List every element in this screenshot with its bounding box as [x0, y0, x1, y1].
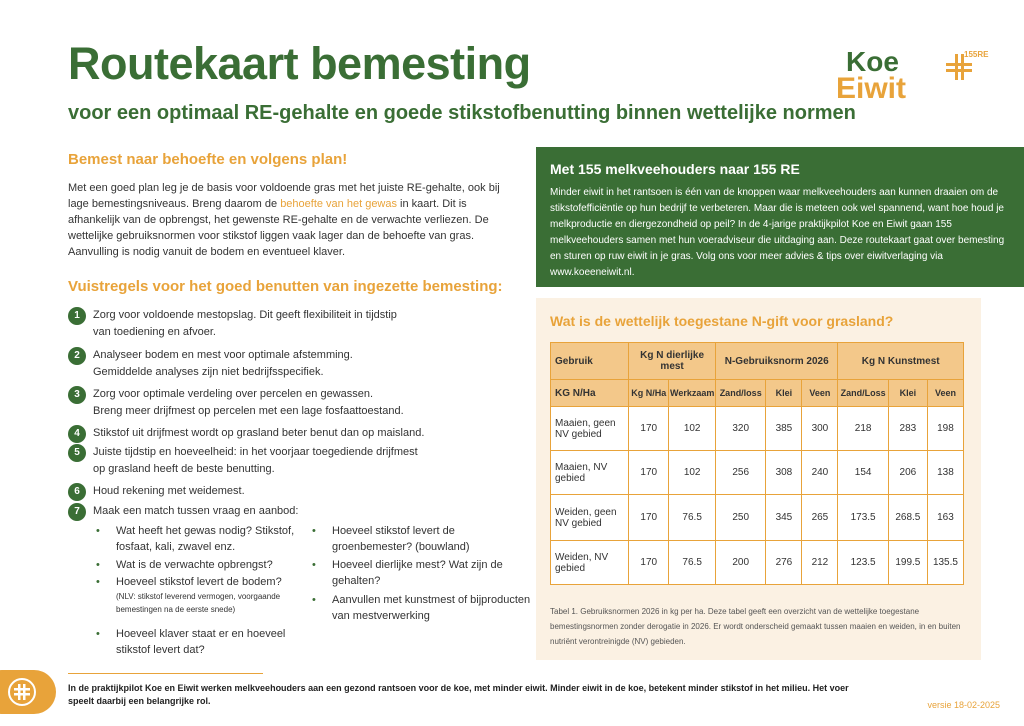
- table-subheader: Werkzaam: [669, 380, 716, 407]
- table-subheader: Klei: [888, 380, 927, 407]
- bullet-item: [116, 574, 316, 616]
- footer-divider: [68, 673, 263, 674]
- table-header: Kg N dierlijke mest: [629, 343, 716, 380]
- table-cell: 320: [716, 407, 766, 451]
- table-cell: 76.5: [669, 541, 716, 585]
- table-row: [551, 451, 964, 495]
- table-cell: 250: [716, 495, 766, 541]
- table-subheader: Veen: [927, 380, 963, 407]
- row-label: Weiden, geen NV gebied: [551, 495, 629, 541]
- table-box: [536, 298, 981, 660]
- rule-line: op grasland heeft de beste benutting.: [93, 463, 275, 475]
- info-box: [536, 147, 1024, 287]
- rule-number: 1: [68, 307, 86, 325]
- logo-eiwit-text: Eiwit: [836, 72, 907, 105]
- row-label: Weiden, NV gebied: [551, 541, 629, 585]
- page-title: Routekaart bemesting: [68, 38, 531, 89]
- table-cell: 268.5: [888, 495, 927, 541]
- rule-line: Juiste tijdstip en hoeveelheid: in het voorjaar toegediende drijfmest: [93, 446, 418, 458]
- rule-line: Zorg voor optimale verdeling over percelen en gewassen.: [93, 388, 374, 400]
- logo-koe-text: Koe: [846, 46, 899, 77]
- page-subtitle: voor een optimaal RE-gehalte en goede stikstofbenutting binnen wettelijke normen: [68, 102, 856, 124]
- table-cell: 170: [629, 451, 669, 495]
- table-subheader: KG N/Ha: [551, 380, 629, 407]
- table-subheader: Kg N/Ha: [629, 380, 669, 407]
- bullet-item: [332, 523, 532, 555]
- table-cell: 170: [629, 407, 669, 451]
- bullet-note: (NLV: stikstof leverend vermogen, voorgaande bemestingen na de eerste snede): [116, 592, 281, 614]
- rule-number: 6: [68, 483, 86, 501]
- table-box-title: Wat is de wettelijk toegestane N-gift voor grasland?: [550, 313, 894, 329]
- n-gift-table: [550, 342, 964, 585]
- rule-line: Breng meer drijfmest op percelen met een lage fosfaattoestand.: [93, 405, 404, 417]
- rule-text: [93, 347, 513, 381]
- section1-text-a: Met een goed plan leg je de basis voor voldoende gras met het juiste RE-gehalte, ook bij lage bemestingsniveaus. Breng daarom de: [68, 182, 500, 210]
- row-label: Maaien, geen NV gebied: [551, 407, 629, 451]
- table-cell: 256: [716, 451, 766, 495]
- table-cell: 199.5: [888, 541, 927, 585]
- table-row: [551, 495, 964, 541]
- rule-number: 5: [68, 444, 86, 462]
- table-header: Kg N Kunstmest: [838, 343, 964, 380]
- footer-text: In de praktijkpilot Koe en Eiwit werken melkveehouders aan een gezond rantsoen voor de koe, met minder eiwit. Minder eiwit in de koe, betekent minder stikstof in het milieu. Het voer speelt daarbij een belangrijke rol.: [68, 683, 849, 706]
- table-cell: 385: [766, 407, 802, 451]
- table-subheader: Veen: [802, 380, 838, 407]
- table-subheader: Klei: [766, 380, 802, 407]
- table-header: Gebruik: [551, 343, 629, 380]
- bullet-text: Hoeveel klaver staat er en hoeveel stikstof levert dat?: [116, 628, 286, 656]
- section1-heading: Bemest naar behoefte en volgens plan!: [68, 151, 348, 168]
- rule-line: Stikstof uit drijfmest wordt op grasland beter benut dan op maisland.: [93, 427, 425, 439]
- bullet-item: [332, 592, 532, 624]
- bullet-item: [332, 557, 532, 589]
- table-cell: 123.5: [838, 541, 888, 585]
- bullet-text: Hoeveel stikstof levert de groenbemester? (bouwland): [332, 525, 470, 553]
- rule-text: [93, 444, 513, 478]
- bullet-item: [116, 557, 316, 573]
- table-cell: 300: [802, 407, 838, 451]
- table-cell: 200: [716, 541, 766, 585]
- table-cell: 170: [629, 495, 669, 541]
- rule-number: 3: [68, 386, 86, 404]
- table-cell: 212: [802, 541, 838, 585]
- table-cell: 135.5: [927, 541, 963, 585]
- table-cell: 102: [669, 407, 716, 451]
- bullet-text: Aanvullen met kunstmest of bijproducten van mestverwerking: [332, 594, 531, 622]
- table-subheader: Zand/Loss: [838, 380, 888, 407]
- table-cell: 102: [669, 451, 716, 495]
- table-cell: 218: [838, 407, 888, 451]
- bullet-item: [116, 523, 316, 555]
- row-label: Maaien, NV gebied: [551, 451, 629, 495]
- table-cell: 138: [927, 451, 963, 495]
- rule-line: Houd rekening met weidemest.: [93, 485, 245, 497]
- table-row: [551, 407, 964, 451]
- section1-text-b: in kaart. Dit is afhankelijk van de opbrengst, het gewenste RE-gehalte en de verwachte verliezen. De wettelijke gebruiksnormen voor stikstof liggen vaak lager dan de behoefte van gras. Aanvulling is nodig vanuit de bodem en eventueel klaver.: [68, 198, 489, 258]
- section1-text: [68, 180, 508, 260]
- table-cell: 240: [802, 451, 838, 495]
- table-cell: 76.5: [669, 495, 716, 541]
- bullet-item: [116, 626, 316, 658]
- rule-number: 2: [68, 347, 86, 365]
- koe-eiwit-logo: [836, 44, 989, 108]
- rule-number: 4: [68, 425, 86, 443]
- table-subheader: Zand/loss: [716, 380, 766, 407]
- rule-line: Analyseer bodem en mest voor optimale afstemming.: [93, 349, 353, 361]
- bullet-text: Wat heeft het gewas nodig? Stikstof, fosfaat, kali, zwavel enz.: [116, 525, 295, 553]
- info-box-title: Met 155 melkveehouders naar 155 RE: [550, 161, 800, 177]
- table-header: N-Gebruiksnorm 2026: [716, 343, 838, 380]
- bullet-text: Hoeveel dierlijke mest? Wat zijn de gehalten?: [332, 559, 503, 587]
- table-cell: 198: [927, 407, 963, 451]
- table-cell: 308: [766, 451, 802, 495]
- table-cell: 170: [629, 541, 669, 585]
- plus-icon: [0, 670, 56, 714]
- table-cell: 283: [888, 407, 927, 451]
- table-cell: 206: [888, 451, 927, 495]
- version-label: versie 18-02-2025: [927, 700, 1000, 710]
- rule-text: [93, 307, 513, 341]
- table-row: [551, 541, 964, 585]
- table-cell: 163: [927, 495, 963, 541]
- table-cell: 276: [766, 541, 802, 585]
- rule-text: [93, 425, 513, 442]
- rule-text: [93, 386, 513, 420]
- rule-text: [93, 483, 513, 500]
- rule-number: 7: [68, 503, 86, 521]
- table-cell: 173.5: [838, 495, 888, 541]
- section2-heading: Vuistregels voor het goed benutten van ingezette bemesting:: [68, 278, 503, 295]
- logo-badge: 155RE: [964, 50, 989, 59]
- rule-text: [93, 503, 513, 520]
- table-caption: Tabel 1. Gebruiksnormen 2026 in kg per ha. Deze tabel geeft een overzicht van de wettelijke toegestane bemestingsnormen zonder derogatie in 2026. Er wordt onderscheid gemaakt tussen maaien en weiden, in en buiten nutriënt verontreinigde (NV) gebieden.: [550, 607, 961, 646]
- info-box-text: Minder eiwit in het rantsoen is één van de knoppen waar melkveehouders aan kunnen draaien om de stikstofefficiëntie op hun bedrijf te verbeteren. Maar die is meteen ook wel spannend, want hoe houd je melkproductie en diergezondheid op peil? In de 4-jarige praktijkpilot Koe en Eiwit gaan 155 melkveehouders samen met hun voeradviseur die uitdaging aan. Deze routekaart gaat over bemesting en sturen op ruw eiwit in je gras. Volg ons voor meer advies & tips over eiwitverlaging via www.koeeneiwit.nl.: [550, 187, 1005, 278]
- rule-line: Zorg voor voldoende mestopslag. Dit geeft flexibiliteit in tijdstip: [93, 309, 397, 321]
- table-cell: 345: [766, 495, 802, 541]
- footer-plus-icon: [0, 670, 56, 714]
- rule-line: Gemiddelde analyses zijn niet bedrijfsspecifiek.: [93, 366, 324, 378]
- rule-line: Maak een match tussen vraag en aanbod:: [93, 505, 299, 517]
- bullet-text: Wat is de verwachte opbrengst?: [116, 559, 273, 571]
- section1-highlight: behoefte van het gewas: [280, 198, 397, 210]
- bullet-text: Hoeveel stikstof levert de bodem?: [116, 576, 282, 588]
- table-cell: 265: [802, 495, 838, 541]
- table-cell: 154: [838, 451, 888, 495]
- rule-line: van toediening en afvoer.: [93, 326, 216, 338]
